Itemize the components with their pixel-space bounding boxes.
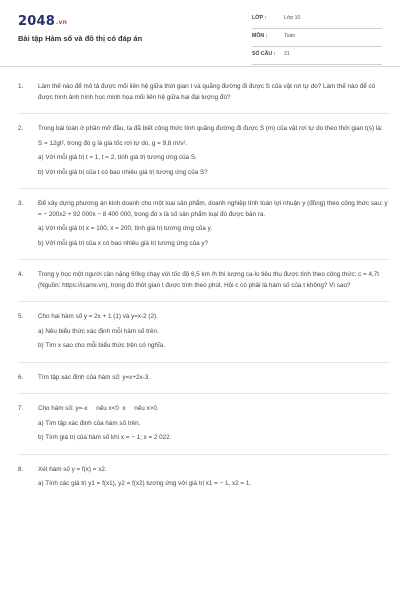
- question-number: 3.: [18, 200, 24, 207]
- question-divider: [18, 188, 390, 189]
- question-item: [18, 82, 390, 103]
- document-title: Bài tập Hàm số và đồ thị có đáp án: [18, 34, 143, 43]
- question-subpart: b) Tính giá trị của hàm số khi x = − 1; x = 2 022.: [38, 434, 172, 441]
- question-item: [18, 312, 390, 352]
- question-divider: [18, 113, 390, 114]
- meta-row-question-count: [252, 50, 382, 65]
- meta-label: MÔN :: [252, 33, 268, 39]
- question-subpart: b) Với mỗi giá trị của t có bao nhiêu giá trị tương ứng của S?: [38, 168, 208, 176]
- meta-value: Toán: [284, 33, 296, 39]
- site-logo[interactable]: [18, 14, 67, 29]
- question-subpart: a) Nêu biểu thức xác định mỗi hàm số trên.: [38, 327, 159, 335]
- question-divider: [18, 454, 390, 455]
- question-divider: [18, 259, 390, 260]
- meta-value: 21: [284, 51, 290, 57]
- question-text: Cho hai hàm số y = 2x + 1 (1) và y=x-2 (2).: [38, 313, 158, 320]
- question-number: 4.: [18, 271, 24, 278]
- question-text: Để xây dựng phương án kinh doanh cho một loại sản phẩm, doanh nghiệp tính toán lợi nhuận y (đồng) theo công thức sau: y = − 200x2 + 92 000x − 8 400 000, trong đó x là số sản phẩm loại đó được bán ra.: [38, 200, 388, 218]
- question-subpart: a) Với mỗi giá trị t = 1, t = 2, tính giá trị tương ứng của S.: [38, 154, 197, 161]
- question-divider: [18, 362, 390, 363]
- question-text: Trong y học một người cân nặng 60kg chạy với tốc độ 6,5 km /h thì lượng ca-lo tiêu thụ được tính theo công thức: c = 4,7t (Nguồn: https://icarre.vn), trong đó thời gian t được tính theo phút. Hỏi c có phải là hàm số của t không? Vì sao?: [38, 271, 379, 289]
- question-divider: [18, 301, 390, 302]
- question-text: Cho hàm số: y=-x nếu x<0 x nếu x>0.: [38, 405, 159, 412]
- meta-value: Lớp 10: [284, 15, 301, 21]
- question-item: [18, 465, 390, 490]
- question-item: [18, 404, 390, 444]
- question-item: [18, 199, 390, 249]
- question-number: 6.: [18, 373, 24, 381]
- question-item: [18, 373, 390, 384]
- meta-info-box: [252, 14, 382, 68]
- question-subpart: b) Với mỗi giá trị của x có bao nhiêu giá trị tương ứng của y?: [38, 239, 208, 247]
- question-text: Làm thế nào để mô tả được mối liên hệ giữa thời gian t và quãng đường đi được S của vật rơi tự do? Làm thế nào để có được hình ảnh hình học minh họa mối liên hệ giữa hai đại lượng đó?: [38, 83, 376, 101]
- question-number: 2.: [18, 125, 24, 132]
- question-subpart: a) Với mỗi giá trị x = 100, x = 200, tính giá trị tương ứng của y.: [38, 225, 213, 232]
- question-text: Xét hàm số y = f(x) = x2.: [38, 465, 107, 473]
- question-subpart: a) Tính các giá trị y1 = f(x1), y2 = f(x2) tương ứng với giá trị x1 = − 1, x2 = 1.: [38, 480, 252, 487]
- question-subpart: a) Tìm tập xác định của hàm số trên.: [38, 419, 141, 427]
- meta-label: LỚP :: [252, 15, 267, 21]
- logo-tld: .vn: [55, 19, 68, 26]
- question-number: 8.: [18, 465, 24, 473]
- meta-label: SỐ CÂU :: [252, 51, 276, 57]
- question-item: [18, 124, 390, 178]
- question-text: Tìm tập xác định của hàm số: y=x+2x-3.: [38, 373, 150, 381]
- question-formula: S = 12gt², trong đó g là gia tốc rơi tự do, g = 9,8 m/s².: [38, 139, 188, 147]
- question-number: 5.: [18, 313, 24, 320]
- question-item: [18, 270, 390, 291]
- logo-text: 2048: [18, 14, 55, 29]
- document-header: [0, 0, 400, 67]
- meta-row-class: [252, 14, 382, 29]
- question-text: Trong bài toán ở phần mở đầu, ta đã biết công thức tính quãng đường đi được S (m) của vật rơi tự do theo thời gian t(s) là:: [38, 125, 383, 132]
- question-number: 7.: [18, 405, 24, 412]
- question-list: [18, 82, 390, 500]
- meta-row-subject: [252, 32, 382, 47]
- question-subpart: b) Tìm x sao cho mỗi biểu thức trên có nghĩa.: [38, 342, 165, 349]
- question-number: 1.: [18, 83, 24, 90]
- question-divider: [18, 393, 390, 394]
